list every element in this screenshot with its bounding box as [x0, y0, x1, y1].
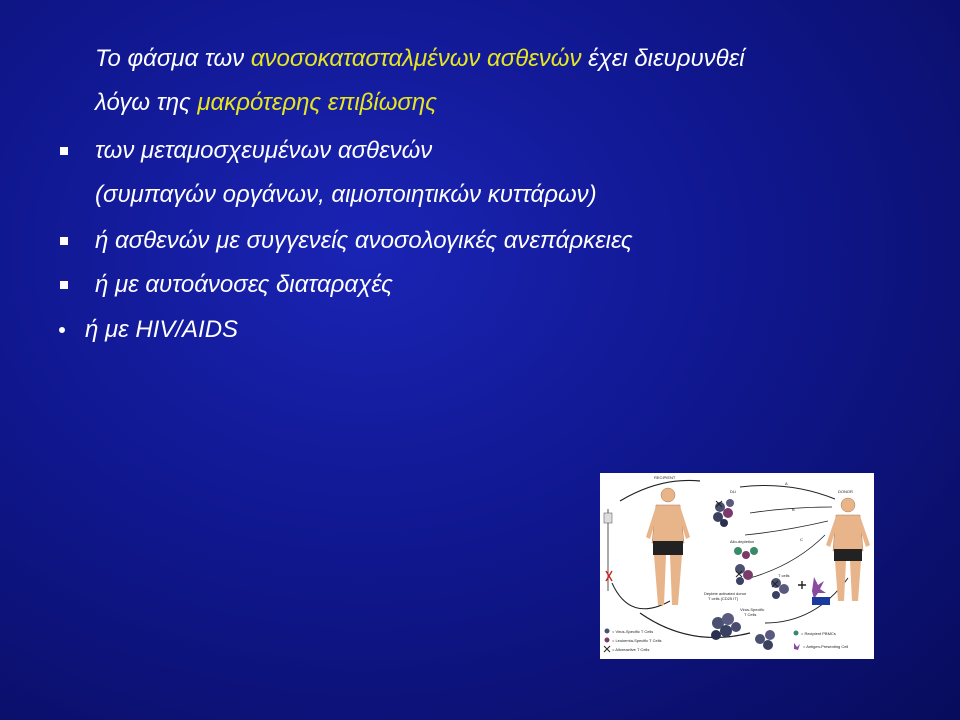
highlight-immunocompromised: ανοσοκατασταλμένων ασθενών	[250, 45, 582, 72]
label-donor: DONOR	[838, 489, 853, 494]
label-virus-specific-2: T Cells	[744, 612, 757, 617]
square-bullet-icon	[60, 281, 68, 289]
cell-cluster-middle	[735, 564, 753, 585]
recipient-figure	[646, 488, 690, 605]
arrow-arc	[750, 535, 825, 578]
iv-bag	[604, 513, 612, 523]
label-allo-depletion: Allo-depletion	[730, 539, 755, 544]
legend-recipient-icon	[794, 631, 799, 636]
arrow-arc	[740, 486, 835, 500]
legend-virus: = Virus-Specific T Cells	[612, 629, 654, 634]
square-bullet-icon	[60, 147, 68, 155]
square-bullet-icon	[60, 237, 68, 245]
cell-cluster-dli	[713, 499, 734, 527]
label-arrow-a: A	[785, 481, 788, 486]
legend-allo: = Alloreactive T Cells	[612, 647, 650, 652]
text-line-7: ή με HIV/AIDS	[85, 316, 239, 343]
text-line-1	[95, 44, 745, 74]
label-arrow-b: B	[792, 507, 795, 512]
round-bullet-icon	[59, 327, 65, 333]
legend-leukemia-icon	[605, 638, 610, 643]
text-line-6: ή με αυτοάνοσες διαταραχές	[95, 271, 393, 298]
legend-virus-icon	[605, 629, 610, 634]
text-line-5: ή ασθενών με συγγενείς ανοσολογικές ανεπάρκειες	[95, 227, 633, 254]
label-deplete-2: T cells (CD25 IT)	[708, 596, 739, 601]
transplant-diagram-image	[600, 473, 874, 659]
label-dli: DLI	[730, 489, 737, 494]
text-line-4: (συμπαγών οργάνων, αιμοποιητικών κυττάρων)	[95, 181, 597, 208]
cell-cluster-allo	[734, 547, 758, 559]
highlight-survival: μακρότερης επιβίωσης	[197, 89, 437, 116]
arrow-arc	[745, 521, 828, 535]
legend-apc: = Antigen-Presenting Cell	[803, 644, 849, 649]
cell-cluster-bottom	[755, 630, 775, 650]
cell-cluster-tcells	[771, 577, 830, 605]
transplant-diagram-svg	[600, 473, 874, 659]
label-t-cells: T cells	[778, 573, 790, 578]
arrow-arc	[620, 480, 700, 501]
legend-leukemia: = Leukemia-Specific T Cells	[612, 638, 662, 643]
text-line-3: των μεταμοσχευμένων ασθενών	[95, 137, 433, 164]
label-recipient: RECIPIENT	[654, 475, 676, 480]
label-virus-specific: Virus-Specific	[740, 607, 765, 612]
legend-recipient: = Recipient PBMCs	[801, 631, 836, 636]
donor-figure	[826, 498, 870, 601]
text-line-2	[95, 88, 437, 118]
label-deplete: Deplete activated donor	[704, 591, 747, 596]
arrow-arc	[750, 507, 832, 513]
legend-allo-icon	[604, 646, 610, 652]
red-x-icon	[606, 571, 612, 581]
label-arrow-c: C	[800, 537, 803, 542]
text-line-2-start: λόγω της	[95, 89, 198, 116]
legend-apc-icon	[794, 643, 800, 650]
text-line-1-start: Το φάσμα των	[95, 45, 251, 72]
text-line-1-end: έχει διευρυνθεί	[581, 45, 745, 72]
